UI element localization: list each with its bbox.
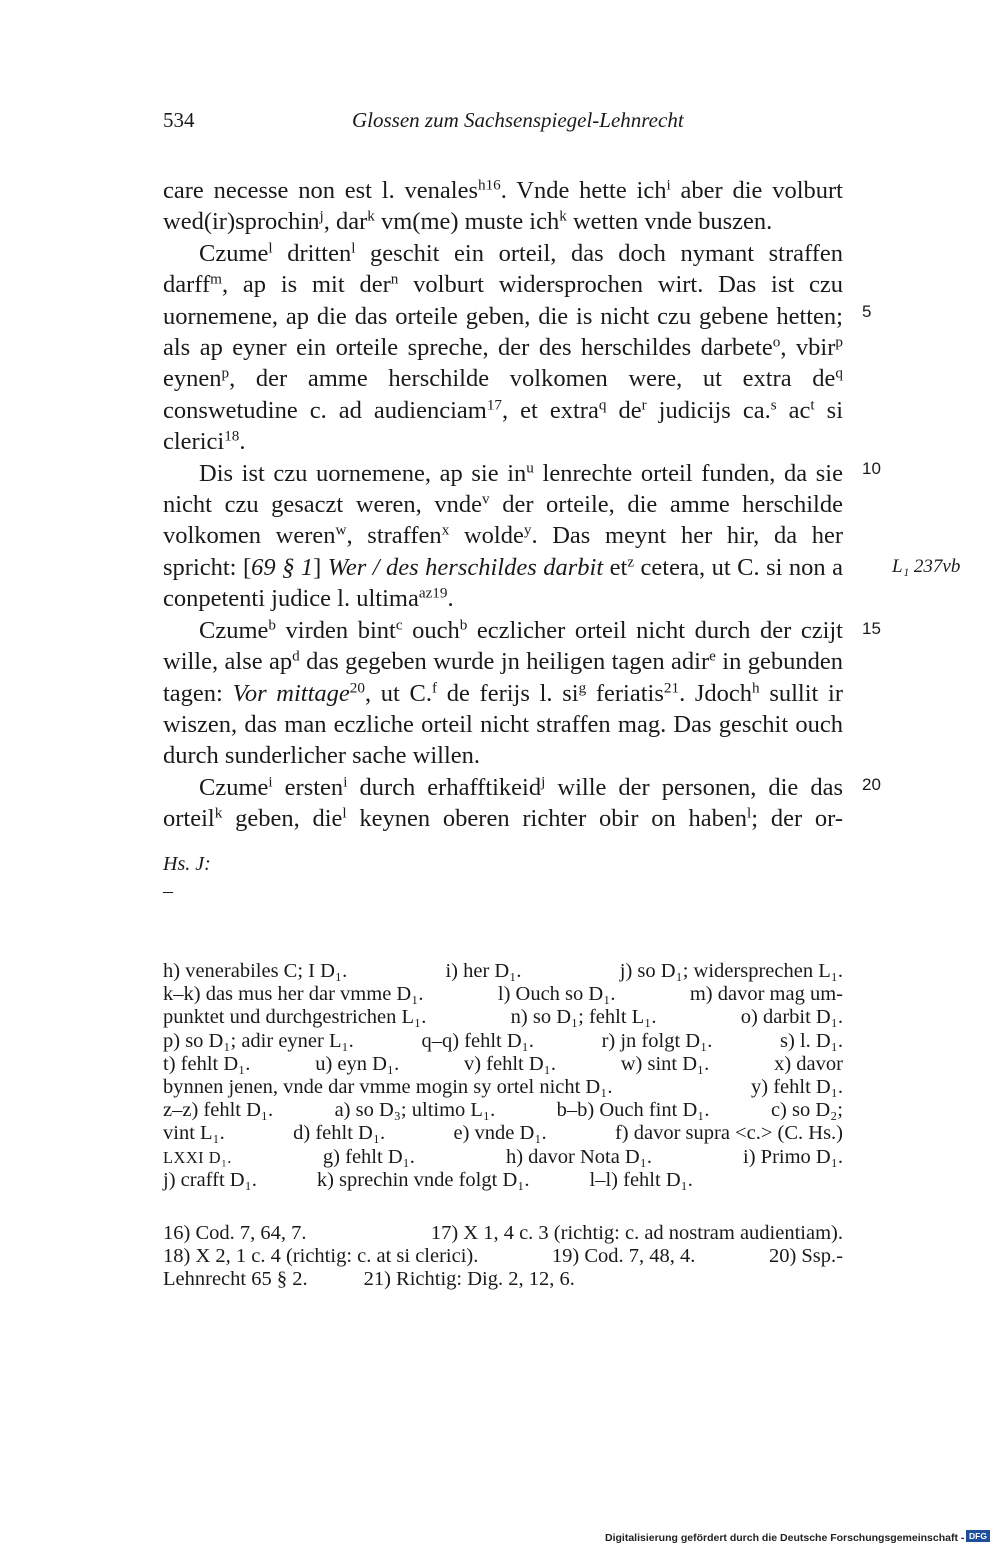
apparatus-note: x) davor bbox=[774, 1052, 843, 1075]
footnote: 17) X 1, 4 c. 3 (richtig: c. ad nostram audientiam). bbox=[430, 1222, 843, 1244]
apparatus-note: LXXI D₁. bbox=[163, 1147, 232, 1167]
apparatus-note: z–z) fehlt D₁. bbox=[163, 1099, 274, 1122]
apparatus-note: f) davor supra <c.> (C. Hs.) bbox=[614, 1122, 843, 1145]
apparatus-note: u) eyn D₁. bbox=[315, 1052, 400, 1075]
apparatus-note: i) her D₁. bbox=[445, 960, 522, 982]
footnote: 18) X 2, 1 c. 4 (richtig: c. at si clerici). bbox=[163, 1245, 479, 1268]
apparatus-row bbox=[163, 1122, 843, 1145]
apparatus-note: s) l. D₁. bbox=[780, 1029, 843, 1052]
main-text bbox=[163, 175, 843, 835]
manuscript-dash: – bbox=[163, 880, 173, 902]
line-number-20: 20 bbox=[862, 775, 881, 794]
dfg-logo: DFG bbox=[966, 1530, 990, 1542]
apparatus-row bbox=[163, 1030, 843, 1053]
apparatus-row bbox=[163, 1006, 843, 1029]
footnote-row bbox=[163, 1245, 843, 1268]
apparatus-note: q–q) fehlt D₁. bbox=[421, 1029, 534, 1052]
apparatus-note: h) davor Nota D₁. bbox=[505, 1145, 652, 1168]
apparatus-note: k) sprechin vnde folgt D₁. bbox=[316, 1168, 530, 1191]
margin-note: L₁ 237vb bbox=[892, 556, 961, 577]
footnote: 16) Cod. 7, 64, 7. bbox=[163, 1222, 307, 1244]
funding-credit: Digitalisierung gefördert durch die Deutsche Forschungsgemeinschaft - bbox=[605, 1532, 965, 1544]
apparatus-row bbox=[163, 1099, 843, 1122]
manuscript-label: Hs. J: bbox=[163, 853, 211, 875]
apparatus-note: punktet und durchgestrichen L₁. bbox=[163, 1006, 427, 1029]
page-number: 534 bbox=[163, 108, 195, 132]
apparatus-row bbox=[163, 1076, 843, 1099]
apparatus-note: v) fehlt D₁. bbox=[463, 1052, 556, 1075]
apparatus-note: e) vnde D₁. bbox=[453, 1122, 547, 1145]
apparatus-note: a) so D₃; ultimo L₁. bbox=[334, 1099, 496, 1122]
apparatus-note: h) venerabiles C; I D₁. bbox=[163, 960, 348, 982]
critical-apparatus bbox=[163, 960, 843, 1192]
line-number-5: 5 bbox=[862, 302, 872, 321]
apparatus-note: j) so D₁; widersprechen L₁. bbox=[619, 960, 843, 982]
paragraph-4: Czume$^b$ virden bint$^c$ ouch$^b$ eczlicher orteil nicht durch der czijt wille, alse $ap^d$ das gegeben wurde jn heiligen tagen adir$^e$ in gebunden tagen: Vor mittage$^{20}$, ut C.$^f$ de ferijs l. $si^g$ feriatis$^{21}$. Jdoch$^h$ sullit ir wiszen, das man eczliche orteil nicht straffen mag. Das geschit ouch durch sunderlicher sache willen. bbox=[163, 616, 843, 770]
line-number-10: 10 bbox=[862, 459, 881, 478]
apparatus-note: t) fehlt D₁. bbox=[163, 1052, 251, 1075]
paragraph-2: Czume$^l$ dritten$^l$ geschit ein orteil, das doch nymant straffen darff$^m$, ap is mit der$^n$ volburt widersprochen wirt. Das ist czu uornemene, ap die das orteile geben, die is nicht czu gebene hetten; als ap eyner ein orteile spreche, der des herschildes darbete$^o$, vbir$^p$ eynen$^p$, der amme herschilde volkomen were, ut extra $de^q$ conswetudine c. ad audienciam$^{17}$, et extra$^q$ $de^r$ judicijs ca.$^s$ $ac^t$ si clerici$^{18}$. bbox=[163, 239, 844, 456]
paragraph-3: Dis ist czu uornemene, ap sie $in^u$ lenrechte orteil funden, da sie nicht czu gesaczt weren, vnde$^v$ der orteile, die amme herschilde volkomen weren$^w$, straffen$^x$ wolde$^y$. Das meynt her hir, da her spricht: [69 § 1] Wer / des herschildes darbit $et^z$ cetera, ut C. si non a conpetenti judice l. ultima$^{az19}$. bbox=[163, 459, 844, 613]
footnote-row bbox=[163, 1222, 843, 1245]
apparatus-row bbox=[163, 1169, 843, 1192]
apparatus-note: m) davor mag um- bbox=[689, 983, 843, 1006]
apparatus-note: p) so D₁; adir eyner L₁. bbox=[163, 1029, 354, 1052]
apparatus-note: bynnen jenen, vnde dar vmme mogin sy ortel nicht D₁. bbox=[163, 1076, 613, 1099]
footnote-row bbox=[163, 1268, 843, 1291]
apparatus-note: d) fehlt D₁. bbox=[293, 1122, 386, 1145]
footnote: Lehnrecht 65 § 2. bbox=[163, 1268, 308, 1291]
running-title: Glossen zum Sachsenspiegel-Lehnrecht bbox=[352, 108, 684, 132]
apparatus-note: o) darbit D₁. bbox=[740, 1006, 843, 1029]
footnotes bbox=[163, 1222, 843, 1292]
apparatus-note: w) sint D₁. bbox=[620, 1052, 710, 1075]
apparatus-note: y) fehlt D₁. bbox=[751, 1076, 843, 1099]
apparatus-row bbox=[163, 960, 843, 983]
apparatus-note: n) so D₁; fehlt L₁. bbox=[510, 1006, 657, 1029]
apparatus-row bbox=[163, 1053, 843, 1076]
paragraph-5: Czume$^i$ ersten$^i$ durch erhafftikeid$^j$ wille der personen, die das orteil$^k$ geben, die$^l$ keynen oberen richter obir on haben$^l$; der or- bbox=[163, 773, 843, 833]
apparatus-note: r) jn folgt D₁. bbox=[601, 1029, 713, 1052]
footnote: 19) Cod. 7, 48, 4. bbox=[551, 1245, 696, 1268]
apparatus-note: k–k) das mus her dar vmme D₁. bbox=[163, 983, 424, 1006]
apparatus-note: l–l) fehlt D₁. bbox=[589, 1168, 693, 1191]
apparatus-row bbox=[163, 983, 843, 1006]
footnote: 20) Ssp.- bbox=[768, 1245, 843, 1268]
apparatus-note: j) crafft D₁. bbox=[163, 1168, 257, 1191]
apparatus-row bbox=[163, 1146, 843, 1169]
apparatus-note: c) so D₂; bbox=[770, 1099, 843, 1122]
apparatus-note: i) Primo D₁. bbox=[743, 1145, 843, 1168]
apparatus-note: b–b) Ouch fint D₁. bbox=[556, 1099, 710, 1122]
footnote: 21) Richtig: Dig. 2, 12, 6. bbox=[363, 1268, 575, 1291]
apparatus-note: g) fehlt D₁. bbox=[322, 1145, 415, 1168]
apparatus-note: l) Ouch so D₁. bbox=[497, 983, 616, 1006]
paragraph-1: care necesse non est l. venales$^{h16}$. Vnde hette ich$^i$ aber die volburt wed(ir)sprochin$^j$, dar$^k$ vm(me) muste ich$^k$ wetten vnde buszen. bbox=[163, 176, 843, 236]
line-number-15: 15 bbox=[862, 619, 881, 638]
apparatus-note: vint L₁. bbox=[163, 1122, 225, 1145]
